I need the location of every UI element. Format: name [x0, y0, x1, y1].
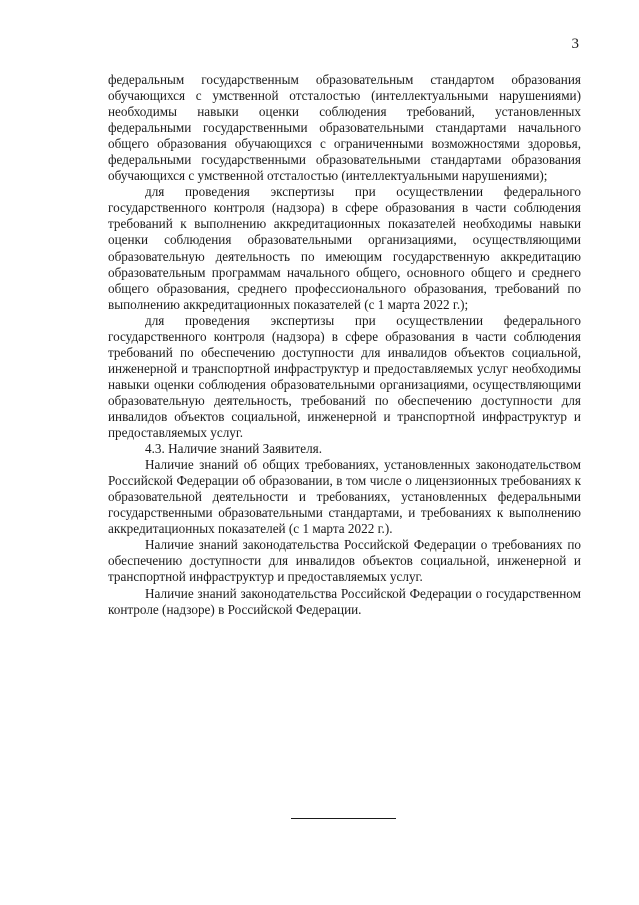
document-body — [108, 72, 581, 618]
paragraph-accessibility-expertise: для проведения экспертизы при осуществлении федерального государственного контроля (надзора) в сфере образования в части соблюдения требований по обеспечению доступности для инвалидов объектов социальной, инженерной и транспортной инфраструктур и предоставляемых услуг необходимы навыки оценки соблюдения образовательными организациями, осуществляющими образовательную деятельность, требований по обеспечению доступности для инвалидов объектов социальной, инженерной и транспортной инфраструктур и предоставляемых услуг. — [108, 312, 581, 441]
section-heading-4-3: 4.3. Наличие знаний Заявителя. — [145, 441, 323, 457]
paragraph-knowledge-state-control: Наличие знаний законодательства Российской Федерации о государственном контроле (надзоре) в Российской Федерации. — [108, 585, 581, 617]
paragraph-accreditation-expertise: для проведения экспертизы при осуществлении федерального государственного контроля (надзора) в сфере образования в части соблюдения требований к выполнению аккредитационных показателей необходимы навыки оценки соблюдения образовательными организациями, осуществляющими образовательную деятельность по имеющим государственную аккредитацию образовательным программам начального общего, основного общего и среднего общего образования, среднего профессионального образования, требований по выполнению аккредитационных показателей (с 1 марта 2022 г.); — [108, 184, 581, 312]
page-number: 3 — [571, 36, 579, 52]
end-of-page-rule — [291, 818, 396, 819]
paragraph-knowledge-accessibility-law: Наличие знаний законодательства Российской Федерации о требованиях по обеспечению доступности для инвалидов объектов социальной, инженерной и транспортной инфраструктур и предоставляемых услуг. — [108, 537, 581, 585]
paragraph-knowledge-education-law: Наличие знаний об общих требованиях, установленных законодательством Российской Федерации об образовании, в том числе о лицензионных требованиях к образовательной деятельности и требованиях, установленных федеральными государственными образовательными стандартами, и требованиях к выполнению аккредитационных показателей (с 1 марта 2022 г.). — [108, 457, 581, 537]
paragraph-standards-continuation: федеральным государственным образовательным стандартом образования обучающихся с умственной отсталостью (интеллектуальными нарушениями) необходимы навыки оценки соблюдения требований, установленных федеральными государственными образовательными стандартами начального общего образования обучающихся с ограниченными возможностями здоровья, федеральными государственными образовательными стандартами образования обучающихся с умственной отсталостью (интеллектуальными нарушениями); — [108, 72, 581, 184]
